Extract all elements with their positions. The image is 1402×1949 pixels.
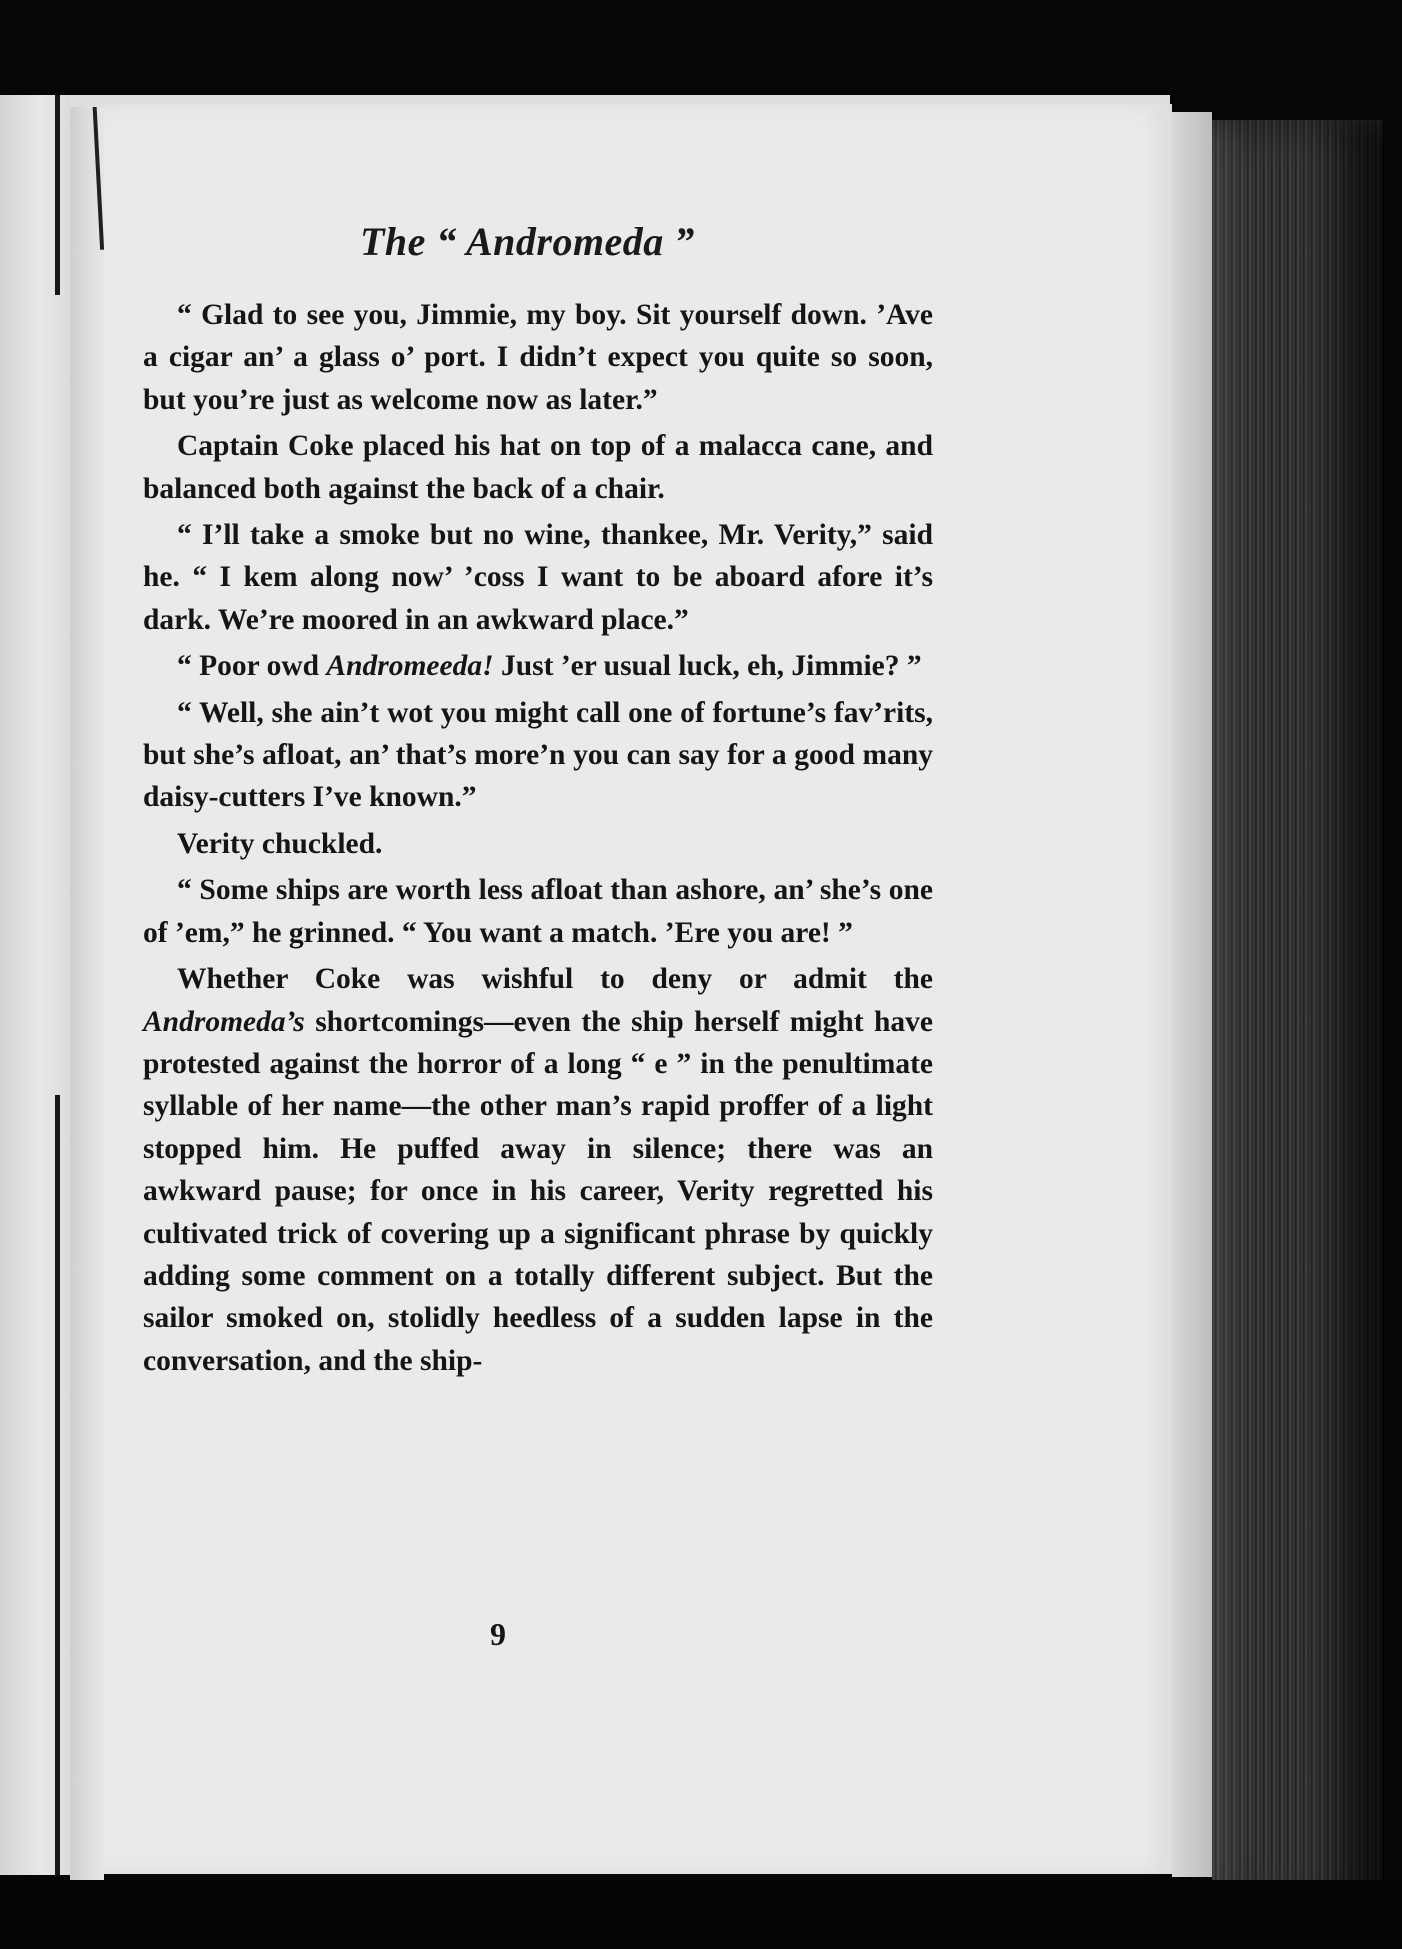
text-block-edge [1212,120,1382,1910]
paragraph [143,823,933,865]
italic-text: Andromeeda! [326,650,494,683]
paragraph [143,869,933,954]
body-text [143,294,933,1386]
paragraph [143,294,933,421]
paragraph-text: Captain Coke placed his hat on top of a malacca cane, and balanced both against the back of a chair. [143,430,933,505]
italic-text: Andromeda’s [143,1005,305,1038]
paragraph [143,514,933,641]
paragraph-text: “ Some ships are worth less afloat than ashore, an’ she’s one of ’em,” he grinned. “ You want a match. ’Ere you are! ” [143,874,933,949]
paragraph-text: shortcomings—even the ship herself might have protested against the horror of a long “ e ” in the penultimate syllable of her name—the other man’s rapid proffer of a light stopped him. He puffed away in silence; there was an awkward pause; for once in his career, Verity regretted his cultivated trick of covering up a significant phrase by quickly adding some comment on a totally different subject. But the sailor smoked on, stolidly heedless of a sudden lapse in the conversation, and the ship- [143,1005,933,1377]
paragraph-text: Whether Coke was wishful to deny or admit the [177,963,933,996]
paragraph [143,645,933,687]
book-gutter [70,95,104,1880]
paragraph [143,425,933,510]
previous-page-rule-bottom [55,1095,60,1875]
paragraph [143,958,933,1382]
paragraph-text: “ Glad to see you, Jimmie, my boy. Sit yourself down. ’Ave a cigar an’ a glass o’ port. I didn’t expect you quite so soon, but you’re just as welcome now as later.” [143,299,933,416]
paragraph-text: Just ’er usual luck, eh, Jimmie? ” [493,650,922,683]
scan-background-bottom [0,1880,1402,1949]
page-number: 9 [490,1616,506,1652]
page-fore-edge [1172,112,1212,1877]
running-head: The “ Andromeda ” [360,219,695,264]
paragraph [143,692,933,819]
previous-page-edge [0,95,70,1875]
paragraph-text: “ I’ll take a smoke but no wine, thankee, Mr. Verity,” said he. “ I kem along now’ ’coss I want to be aboard afore it’s dark. We’re moored in an awkward place.” [143,519,933,636]
paragraph-text: Verity chuckled. [177,827,383,860]
paragraph-text: “ Well, she ain’t wot you might call one of fortune’s fav’rits, but she’s afloat, an’ that’s more’n you can say for a good many daisy-cutters I’ve known.” [143,696,933,814]
paragraph-text: “ Poor owd [177,650,327,683]
previous-page-rule-top [55,95,60,295]
